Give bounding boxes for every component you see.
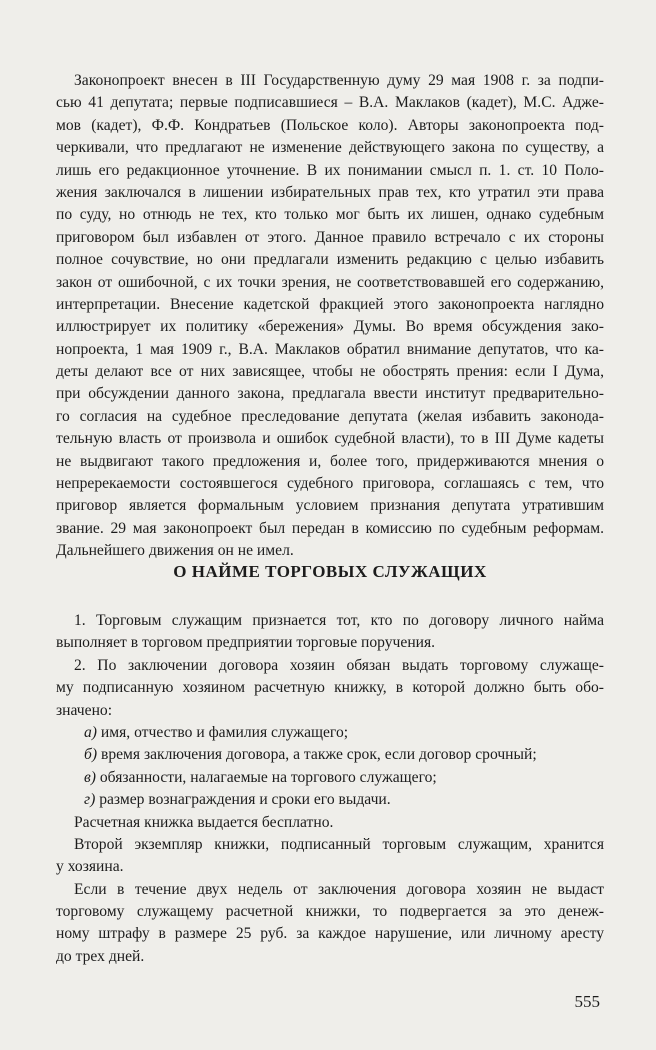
section-body — [56, 610, 604, 968]
text-line: при обсуждении данного закона, предлагала ввести институт предварительно- — [56, 385, 604, 403]
text-line: Расчетная книжка выдается бесплатно. — [74, 813, 334, 831]
text-line: иллюстрирует их политику «бережения» Думы. Во время обсуждения зако- — [56, 318, 604, 336]
list-item-label: б) — [84, 746, 98, 764]
text-line: непререкаемости состоявшегося судебного приговора, соглашаясь с тем, что — [56, 475, 604, 493]
text-line: черкивали, что предлагают не изменение действующего закона по существу, а — [56, 139, 604, 157]
list-item — [56, 767, 604, 789]
text-line: Если в течение двух недель от заключения договора хозяин не выдаст — [74, 880, 604, 898]
text-line: ному штрафу в размере 25 руб. за каждое нарушение, или личному аресту — [56, 925, 604, 943]
text-line: приговором был избавлен от этого. Данное правило встречало с их стороны — [56, 228, 604, 246]
text-line: 1. Торговым служащим признается тот, кто по договору личного найма — [74, 612, 604, 629]
text-line: полное сочувствие, но они предлагали изменить редакцию с целью избавить — [56, 251, 604, 269]
text-line: до трех дней. — [56, 947, 145, 965]
list-item-label: а) — [84, 723, 97, 741]
text-line: закон от ошибочной, с их точки зрения, не соответствовавшей его содержанию, — [56, 273, 604, 291]
footnote-paragraph — [56, 70, 604, 563]
list-item-text: имя, отчество и фамилия служащего; — [100, 723, 349, 741]
list-item — [56, 744, 604, 766]
text-line: не выдвигают такого предложения и, более того, придерживаются мнения о — [56, 452, 604, 470]
text-line: 2. По заключении договора хозяин обязан выдать торговому служаще- — [74, 656, 604, 674]
text-line: му подписанную хозяином расчетную книжку, в которой должно быть обо- — [56, 679, 604, 697]
text-line: Второй экземпляр книжки, подписанный торговым служащим, хранится — [74, 835, 604, 853]
list-item-label: в) — [84, 768, 96, 786]
text-line: интерпретации. Внесение кадетской фракцией этого законопроекта наглядно — [56, 295, 604, 313]
list-item — [56, 722, 604, 744]
text-line: значено: — [56, 701, 113, 719]
text-line: го согласия на судебное преследование депутата (желая избавить законода- — [56, 407, 604, 425]
text-line: Законопроект внесен в III Государственную думу 29 мая 1908 г. за подпи- — [74, 72, 604, 89]
text-line: мов (кадет), Ф.Ф. Кондратьев (Польское коло). Авторы законопроекта под- — [56, 116, 604, 134]
list-item-text: обязанности, налагаемые на торгового служащего; — [99, 768, 437, 786]
text-line: тельную власть от произвола и ошибок судебной власти), то в III Думе кадеты — [56, 430, 604, 448]
text-line: деты делают все от них зависящее, чтобы не обострять прения: если I Дума, — [56, 363, 604, 381]
text-line: звание. 29 мая законопроект был передан в комиссию по судебным реформам. — [56, 519, 604, 537]
list-item — [56, 789, 604, 811]
text-line: торговому служащему расчетной книжки, то подвергается за это денеж- — [56, 903, 604, 921]
text-line: выполняет в торговом предприятии торговые поручения. — [56, 634, 436, 652]
section-heading: О НАЙМЕ ТОРГОВЫХ СЛУЖАЩИХ — [173, 562, 487, 581]
text-line: у хозяина. — [56, 858, 124, 876]
list-item-text: размер вознаграждения и сроки его выдачи. — [99, 791, 391, 809]
page-number: 555 — [574, 992, 600, 1011]
text-line: приговор является формальным условием признания депутата утратившим — [56, 497, 604, 515]
text-line: жения заключался в лишении избирательных прав тех, кто утратил эти права — [56, 183, 604, 201]
text-line: нопроекта, 1 мая 1909 г., В.А. Маклаков обратил внимание депутатов, что ка- — [56, 340, 604, 358]
list-item-label: г) — [84, 791, 96, 809]
text-line: лишь его редакционное уточнение. В их понимании смысл п. 1. ст. 10 Поло- — [56, 161, 604, 179]
text-line: сью 41 депутата; первые подписавшиеся – В.А. Маклаков (кадет), М.С. Адже- — [56, 94, 604, 112]
text-line: Дальнейшего движения он не имел. — [56, 542, 294, 560]
list-item-text: время заключения договора, а также срок, если договор срочный; — [100, 746, 537, 764]
text-line: по суду, но отнюдь не тех, кто только мог быть их лишен, однако судебным — [56, 206, 604, 224]
